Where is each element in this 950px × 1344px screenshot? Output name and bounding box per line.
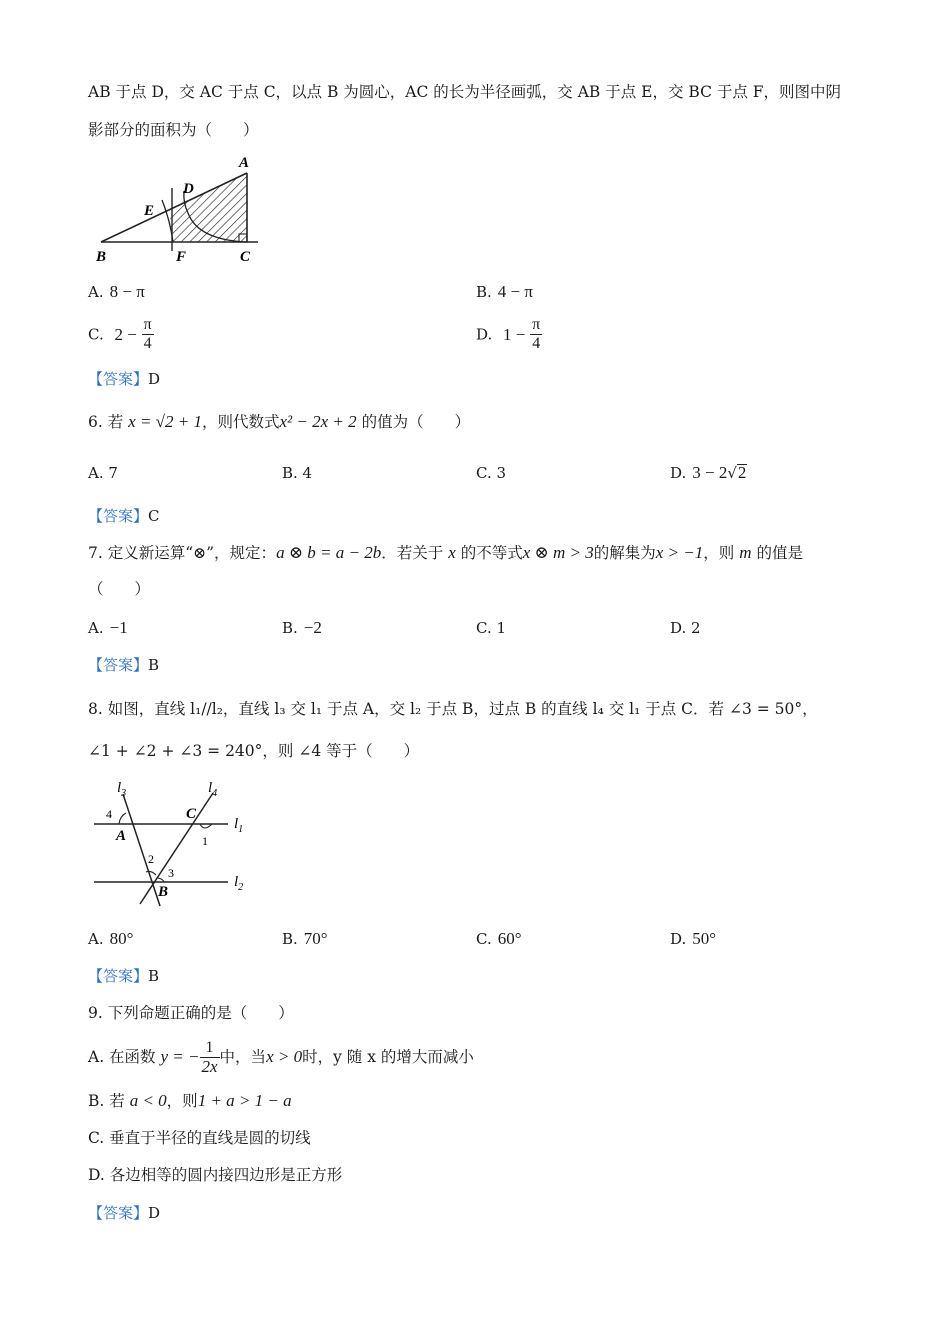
q8-stem-line2: ∠1 + ∠2 + ∠3 = 240°，则 ∠4 等于（ ）	[88, 742, 420, 760]
label-b: B	[96, 249, 107, 265]
q8-answer: 【答案】B	[88, 967, 160, 985]
angle-1: 1	[202, 834, 208, 848]
q8-stem-line1: 8. 如图，直线 l₁//l₂，直线 l₃ 交 l₁ 于点 A，交 l₂ 于点 B，过点 B 的直线 l₄ 交 l₁ 于点 C．若 ∠3 = 50°，	[88, 700, 818, 718]
q5-answer: 【答案】D	[88, 370, 161, 388]
q7-stem-line1: 7. 定义新运算“⊗”，规定：a ⊗ b = a − 2b．若关于 x 的不等式x ⊗ m > 3的解集为x > −1，则 m 的值是	[88, 543, 803, 562]
shaded-region	[170, 173, 247, 242]
q5-triangle-figure	[88, 148, 268, 266]
svg-text:l2: $l_2$	[234, 874, 244, 893]
q7-option-b: B. −2	[282, 618, 322, 637]
q8-option-c: C. 60°	[476, 929, 522, 948]
q8-option-a: A. 80°	[88, 929, 134, 948]
svg-text:l1: $l_1$	[234, 816, 244, 835]
q5-stem-line1: AB 于点 D，交 AC 于点 C，以点 B 为圆心，AC 的长为半径画弧，交 AB 于点 E，交 BC 于点 F，则图中阴	[88, 83, 842, 101]
q9-option-b: B. 若 a < 0，则1 + a > 1 − a	[88, 1091, 292, 1110]
angle-2: 2	[148, 852, 154, 866]
q7-option-c: C. 1	[476, 619, 507, 637]
label-f: F	[176, 249, 187, 265]
q7-option-a: A. −1	[88, 618, 128, 637]
label-e: E	[144, 203, 155, 219]
q7-stem-line2: （ ）	[88, 580, 151, 598]
q7-answer: 【答案】B	[88, 656, 160, 674]
q5-option-b: B. 4 − π	[476, 282, 533, 301]
svg-text:l4: $l_4$	[208, 780, 218, 799]
svg-text:l3: $l_3$	[117, 780, 127, 799]
q5-option-d: D. 1 − $\frac{\pi}{4}$	[476, 316, 541, 352]
q5-stem-line2: 影部分的面积为（ ）	[88, 121, 259, 139]
q6-option-d: D. 3 − 2√2	[670, 463, 747, 482]
label-a: A	[239, 155, 250, 171]
angle-4: 4	[106, 807, 112, 821]
label-a: A	[116, 828, 127, 844]
q9-answer: 【答案】D	[88, 1204, 161, 1222]
q8-parallel-lines-figure	[88, 778, 258, 908]
label-c: C	[186, 806, 197, 822]
label-d: D	[183, 181, 194, 197]
q6-answer: 【答案】C	[88, 507, 160, 525]
q6-option-c: C. 3	[476, 464, 507, 482]
q6-stem: 6. 若 x = √2 + 1，则代数式x² − 2x + 2 的值为（ ）	[88, 412, 471, 431]
line-l3	[123, 794, 160, 906]
q9-option-a: A. 在函数 y = − $\frac{1}{2x}$ 中，当x > 0时，y 随 x 的增大而减小	[88, 1038, 474, 1076]
q5-option-c: C. 2 − $\frac{\pi}{4}$	[88, 316, 152, 352]
q8-option-b: B. 70°	[282, 929, 328, 948]
q8-option-d: D. 50°	[670, 929, 717, 948]
q9-option-c: C. 垂直于半径的直线是圆的切线	[88, 1129, 311, 1147]
q9-option-d: D. 各边相等的圆内接四边形是正方形	[88, 1166, 343, 1184]
angle-3: 3	[168, 866, 174, 880]
label-c: C	[240, 249, 251, 265]
q6-option-b: B. 4	[282, 464, 313, 482]
q7-option-d: D. 2	[670, 619, 701, 637]
q5-option-a: A. 8 − π	[88, 282, 145, 301]
label-b: B	[158, 884, 169, 900]
q6-option-a: A. 7	[88, 464, 118, 482]
line-l4	[140, 793, 213, 904]
q9-stem: 9. 下列命题正确的是（ ）	[88, 1004, 294, 1022]
